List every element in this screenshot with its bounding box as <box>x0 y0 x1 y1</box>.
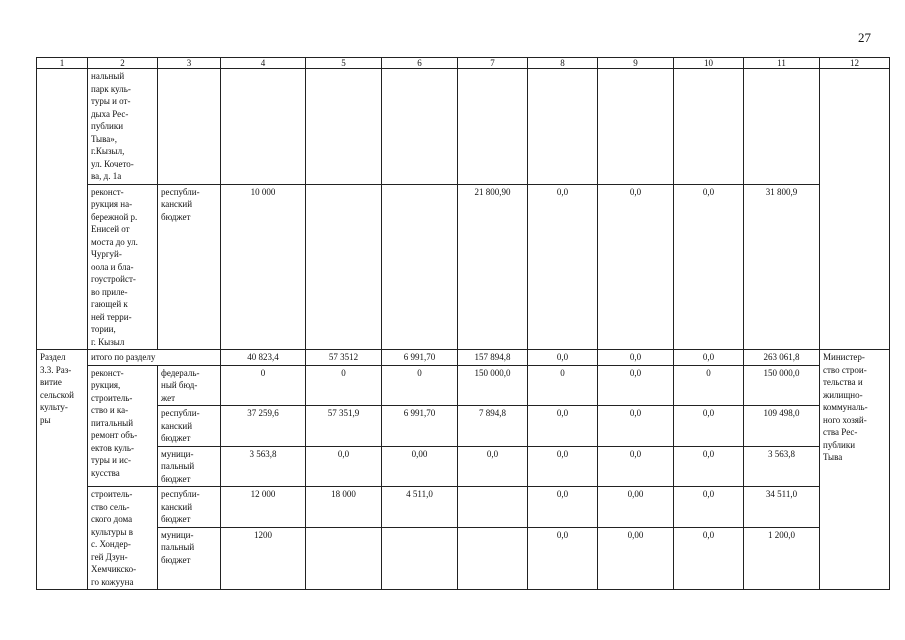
table-row <box>37 365 890 406</box>
value-cell: 40 823,4 <box>221 350 306 366</box>
col-header: 10 <box>674 58 744 69</box>
value-cell: 0,0 <box>674 406 744 447</box>
table-cell <box>306 184 382 350</box>
budget-source: республи- канский бюджет <box>158 184 221 350</box>
value-cell: 57 351,9 <box>306 406 382 447</box>
value-cell: 0,0 <box>598 365 674 406</box>
col-header: 7 <box>458 58 528 69</box>
value-cell: 0 <box>674 365 744 406</box>
value-cell: 0,00 <box>598 527 674 589</box>
value-cell: 0 <box>382 365 458 406</box>
section-total-label: итого по разделу <box>88 350 221 366</box>
object-name: нальный парк куль- туры и от- дыха Рес- публики Тыва», г.Кызыл, ул. Кочето- ва, д. 1а <box>88 69 158 185</box>
table-cell <box>458 527 528 589</box>
value-cell: 0 <box>306 365 382 406</box>
col-header: 8 <box>528 58 598 69</box>
value-cell: 0,0 <box>528 350 598 366</box>
value-cell: 0,0 <box>306 446 382 487</box>
budget-source: республи- канский бюджет <box>158 487 221 528</box>
object-name: строитель- ство сель- ского дома культуры в с. Хондер- гей Дзун- Хемчикско- го кожууна <box>88 487 158 590</box>
value-cell: 3 563,8 <box>221 446 306 487</box>
value-cell: 12 000 <box>221 487 306 528</box>
col-header: 2 <box>88 58 158 69</box>
table-cell <box>306 527 382 589</box>
value-cell: 3 563,8 <box>744 446 820 487</box>
table-cell <box>158 69 221 185</box>
value-cell: 21 800,90 <box>458 184 528 350</box>
value-cell: 6 991,70 <box>382 406 458 447</box>
value-cell: 150 000,0 <box>744 365 820 406</box>
col-header: 9 <box>598 58 674 69</box>
table-row <box>37 406 890 447</box>
value-cell: 0,0 <box>528 527 598 589</box>
value-cell: 0,0 <box>674 487 744 528</box>
col-header: 4 <box>221 58 306 69</box>
table-cell <box>382 184 458 350</box>
value-cell: 4 511,0 <box>382 487 458 528</box>
table-cell <box>221 69 306 185</box>
value-cell: 263 061,8 <box>744 350 820 366</box>
value-cell: 0,0 <box>598 184 674 350</box>
table-row <box>37 69 890 185</box>
col-header: 11 <box>744 58 820 69</box>
value-cell: 0,0 <box>598 350 674 366</box>
object-name: реконст- рукция, строитель- ство и ка- питальный ремонт объ- ектов куль- туры и ис- кусства <box>88 365 158 487</box>
budget-source: муници- пальный бюджет <box>158 527 221 589</box>
responsible-executor: Министер- ство строи- тельства и жилищно- коммуналь- ного хозяй- ства Рес- публики Тыва <box>820 350 890 590</box>
budget-source: муници- пальный бюджет <box>158 446 221 487</box>
table-row <box>37 446 890 487</box>
value-cell: 109 498,0 <box>744 406 820 447</box>
value-cell: 18 000 <box>306 487 382 528</box>
value-cell: 0,0 <box>458 446 528 487</box>
value-cell: 0,0 <box>674 446 744 487</box>
value-cell: 57 3512 <box>306 350 382 366</box>
value-cell: 6 991,70 <box>382 350 458 366</box>
value-cell: 0,0 <box>528 487 598 528</box>
value-cell: 37 259,6 <box>221 406 306 447</box>
value-cell: 0,0 <box>528 406 598 447</box>
value-cell: 34 511,0 <box>744 487 820 528</box>
col-header: 1 <box>37 58 88 69</box>
value-cell: 0,0 <box>528 446 598 487</box>
col-header: 3 <box>158 58 221 69</box>
page-number: 27 <box>858 30 871 45</box>
value-cell: 0,0 <box>528 184 598 350</box>
table-cell <box>820 69 890 350</box>
col-header: 6 <box>382 58 458 69</box>
table-cell <box>598 69 674 185</box>
value-cell: 0 <box>221 365 306 406</box>
value-cell: 150 000,0 <box>458 365 528 406</box>
table-row <box>37 350 890 366</box>
value-cell: 10 000 <box>221 184 306 350</box>
budget-source: республи- канский бюджет <box>158 406 221 447</box>
table-cell <box>674 69 744 185</box>
value-cell: 0,0 <box>598 406 674 447</box>
value-cell: 0,0 <box>674 350 744 366</box>
budget-source: федераль- ный бюд- жет <box>158 365 221 406</box>
value-cell: 0,0 <box>674 184 744 350</box>
value-cell: 7 894,8 <box>458 406 528 447</box>
table-cell <box>458 69 528 185</box>
value-cell: 0,00 <box>382 446 458 487</box>
table-cell <box>458 487 528 528</box>
col-header: 5 <box>306 58 382 69</box>
value-cell: 1200 <box>221 527 306 589</box>
value-cell: 0,0 <box>674 527 744 589</box>
table-row <box>37 184 890 350</box>
value-cell: 0,0 <box>598 446 674 487</box>
value-cell: 31 800,9 <box>744 184 820 350</box>
value-cell: 0,00 <box>598 487 674 528</box>
col-header: 12 <box>820 58 890 69</box>
value-cell: 0 <box>528 365 598 406</box>
object-name: реконст- рукция на- бережной р. Енисей от моста до ул. Чургуй- оола и бла- гоустройст- во приле- гающей к ней терри- тории, г. Кызыл <box>88 184 158 350</box>
section-title: Раздел 3.3. Раз- витие сельской культу- ры <box>37 350 88 590</box>
table-cell <box>306 69 382 185</box>
table-cell <box>382 69 458 185</box>
table-row <box>37 527 890 589</box>
table-cell <box>528 69 598 185</box>
value-cell: 1 200,0 <box>744 527 820 589</box>
header-row <box>37 58 890 69</box>
value-cell: 157 894,8 <box>458 350 528 366</box>
table-cell <box>382 527 458 589</box>
table-cell <box>37 69 88 350</box>
table-cell <box>744 69 820 185</box>
budget-table <box>36 57 890 590</box>
table-row <box>37 487 890 528</box>
